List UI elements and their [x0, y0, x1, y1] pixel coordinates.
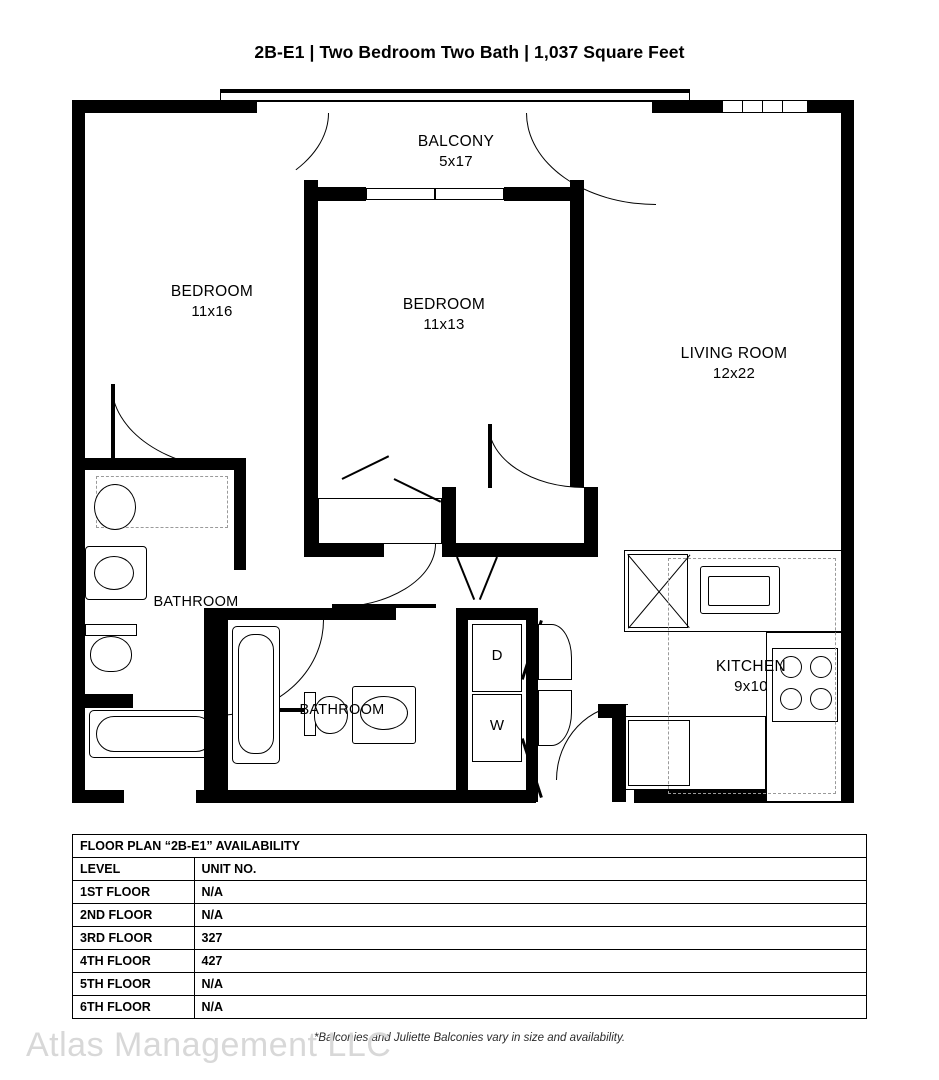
wall-exterior-bottom-mid	[196, 790, 536, 803]
unit-cell: N/A	[194, 973, 866, 996]
toilet-bathroom1-bowl	[90, 636, 132, 672]
window-living-room-top-mullion-3	[782, 101, 783, 112]
availability-title-row	[73, 835, 867, 858]
wall-hall-bottom	[456, 543, 598, 557]
sink-bathroom1-basin	[94, 556, 134, 590]
unit-cell: N/A	[194, 881, 866, 904]
room-label-bedroom-2	[369, 295, 519, 335]
entry-door-leaf-right	[479, 557, 498, 600]
room-dim-bedroom-1: 11x16	[191, 303, 233, 321]
bathtub-bathroom1-inner	[96, 716, 214, 752]
availability-header-row	[73, 858, 867, 881]
room-name-bathroom-2: BATHROOM	[299, 702, 385, 718]
bathroom2-door-panel	[332, 604, 436, 608]
wall-bedroom2-left	[304, 187, 318, 557]
availability-title: FLOOR PLAN “2B-E1” AVAILABILITY	[73, 835, 867, 858]
hall-closet	[318, 498, 442, 544]
wall-closet-bedroom1-right	[234, 470, 246, 570]
window-living-room-top	[722, 100, 808, 113]
availability-table	[72, 834, 867, 1019]
window-living-room-top-mullion-1	[742, 101, 743, 112]
level-cell: 6TH FLOOR	[73, 996, 195, 1019]
wall-bathroom1-tub-ledge	[85, 694, 133, 708]
wall-exterior-bottom	[72, 790, 124, 803]
hall-closet-door-left	[342, 455, 390, 480]
wall-exterior-left	[72, 100, 85, 684]
wall-balcony-corner-right	[570, 180, 584, 202]
column-header-level: LEVEL	[73, 858, 195, 881]
level-cell: 5TH FLOOR	[73, 973, 195, 996]
room-name-kitchen: KITCHEN	[715, 658, 787, 675]
unit-cell: 427	[194, 950, 866, 973]
footnote-text: *Balconies and Juliette Balconies vary in size and availability.	[313, 1032, 626, 1044]
sink-bathroom1-oval	[94, 484, 136, 530]
room-name-bedroom-2: BEDROOM	[402, 296, 486, 313]
bedroom2-door-panel	[488, 424, 492, 488]
level-cell: 4TH FLOOR	[73, 950, 195, 973]
wall-laundry-left	[456, 608, 468, 802]
wall-laundry-top	[456, 608, 538, 620]
table-row	[73, 904, 867, 927]
wall-bedroom1-bottom	[85, 458, 121, 470]
unit-cell: 327	[194, 927, 866, 950]
window-living-room-top-mullion-2	[762, 101, 763, 112]
bathroom2-door-swing	[332, 544, 436, 608]
unit-cell: N/A	[194, 996, 866, 1019]
room-label-kitchen	[676, 657, 826, 697]
table-row	[73, 950, 867, 973]
wall-hall-left	[442, 487, 456, 557]
room-label-living-room	[644, 344, 824, 384]
unit-cell: N/A	[194, 904, 866, 927]
room-dim-bedroom-2: 11x13	[423, 316, 465, 334]
closet-bedroom1-door-panel	[111, 384, 115, 470]
table-row	[73, 973, 867, 996]
balcony-door-right-panel	[652, 100, 712, 113]
bathtub-bathroom2-inner	[238, 634, 274, 754]
balcony-door-left-panel	[185, 100, 257, 113]
dryer-label: D	[491, 647, 503, 664]
room-name-bedroom-1: BEDROOM	[170, 283, 254, 300]
room-dim-kitchen: 9x10	[734, 678, 768, 696]
wall-exterior-left-lower	[72, 684, 85, 800]
wall-exterior-right	[841, 100, 854, 550]
watermark-logo: Atlas Management LLC	[26, 1026, 392, 1064]
level-cell: 1ST FLOOR	[73, 881, 195, 904]
wall-exterior-right-lower	[841, 550, 854, 803]
room-label-bedroom-1	[132, 282, 292, 322]
balcony-rail-band	[220, 92, 690, 101]
entry-door-leaf-left	[456, 557, 475, 600]
laundry-bifold-leaf-upper	[538, 624, 572, 680]
table-row	[73, 996, 867, 1019]
room-dim-balcony: 5x17	[439, 153, 473, 171]
toilet-bathroom1-tank	[85, 624, 137, 636]
level-cell: 3RD FLOOR	[73, 927, 195, 950]
wall-bathroom2-left	[216, 608, 228, 802]
floor-plan-drawing	[56, 84, 886, 824]
level-cell: 2ND FLOOR	[73, 904, 195, 927]
room-name-bathroom-1: BATHROOM	[153, 594, 239, 610]
page-title: 2B-E1 | Two Bedroom Two Bath | 1,037 Square Feet	[254, 42, 685, 62]
table-row	[73, 881, 867, 904]
room-name-living-room: LIVING ROOM	[680, 345, 788, 362]
bedroom2-door-swing	[488, 424, 584, 488]
room-label-bathroom-1	[106, 593, 286, 612]
room-label-bathroom-2	[252, 701, 432, 720]
wall-bathroom1-right	[204, 620, 216, 802]
wall-balcony-corner-left	[304, 180, 318, 202]
room-dim-living-room: 12x22	[712, 365, 756, 383]
room-name-balcony: BALCONY	[417, 133, 495, 150]
column-header-unit: UNIT NO.	[194, 858, 866, 881]
washer-label: W	[489, 717, 505, 734]
table-row	[73, 927, 867, 950]
window-bedroom2-mullion	[434, 188, 436, 200]
room-label-balcony	[386, 132, 526, 172]
